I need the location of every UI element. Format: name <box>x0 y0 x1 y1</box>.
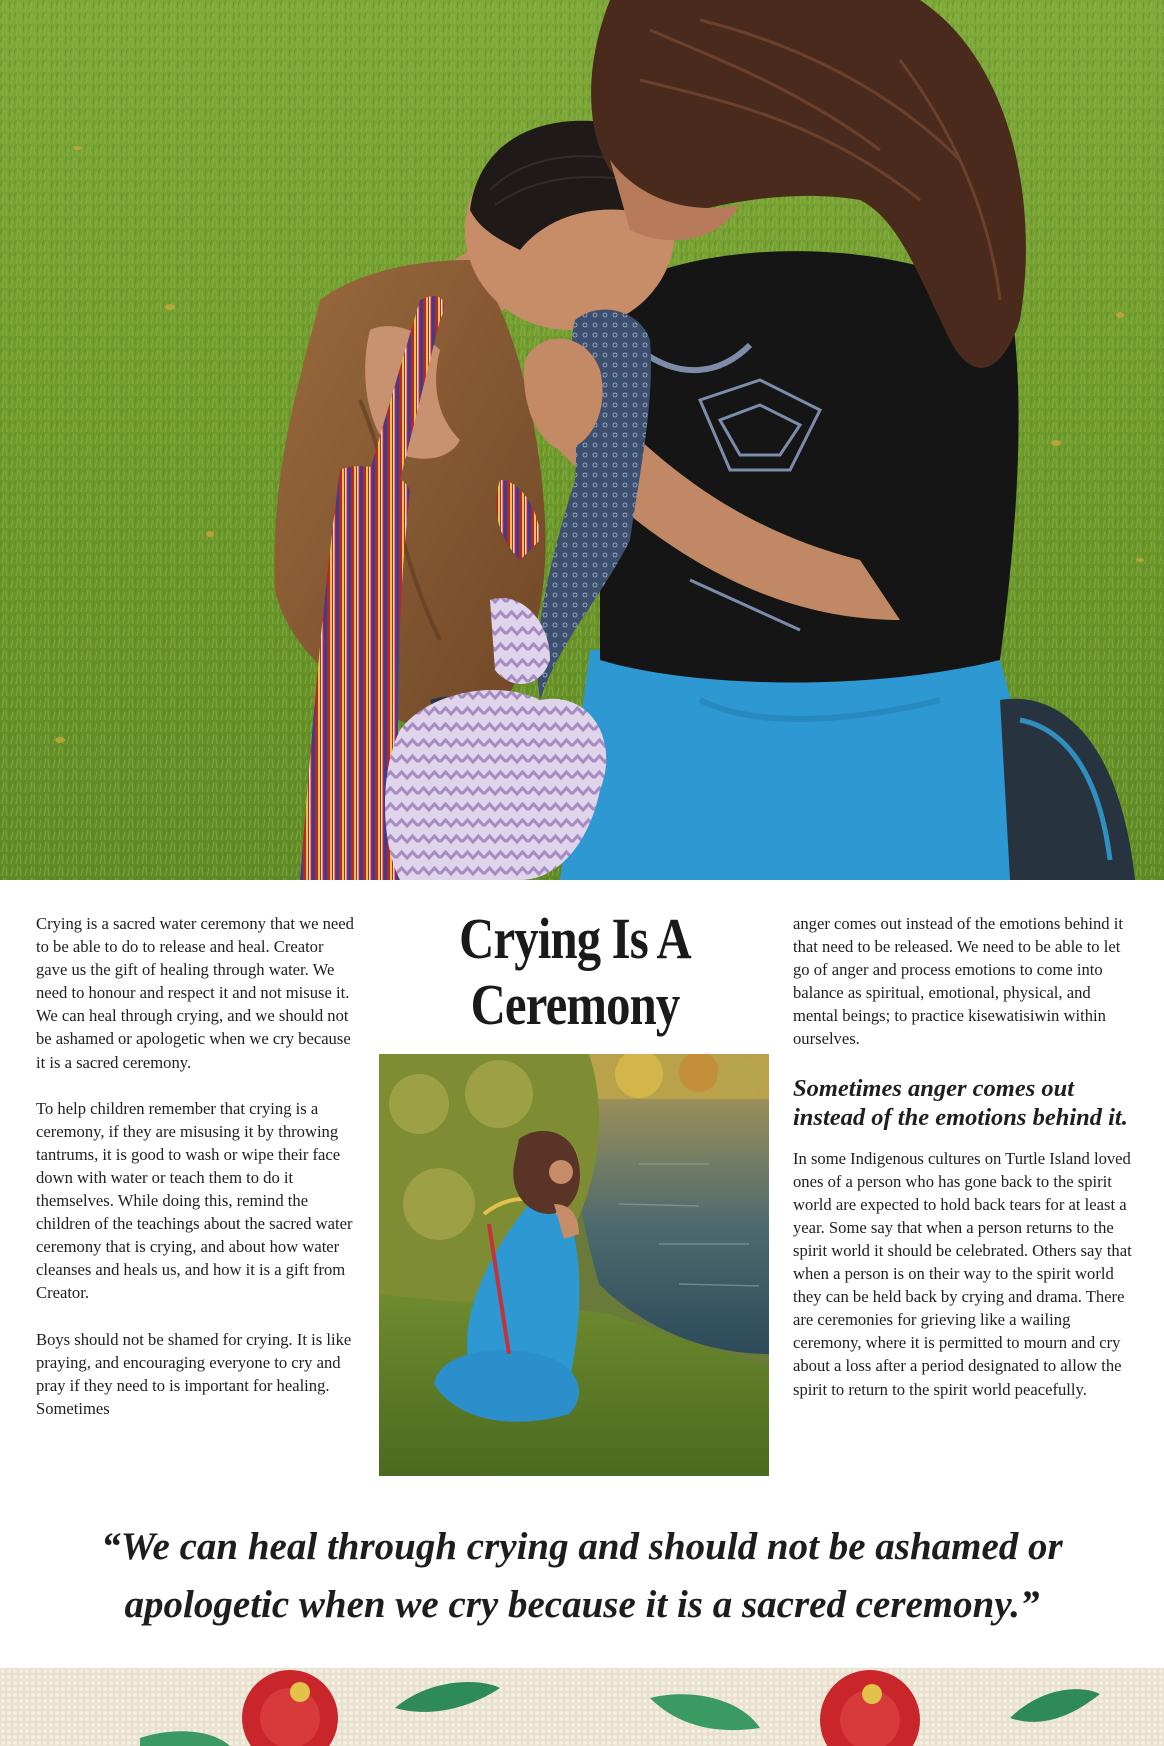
body-paragraph: Boys should not be shamed for crying. It is like praying, and encouraging everyone to cry and pray if they need to is important for healing. Sometimes <box>36 1329 352 1418</box>
beadwork-border <box>0 1668 1164 1746</box>
body-paragraph: In some Indigenous cultures on Turtle Island loved ones of a person who has gone back to the spirit world are expected to hold back tears for at least a year. Some say that when a person returns to the spirit world it should be celebrated. Others say that when a person is on their way to the spirit world they can be held back by crying and drama. There are ceremonies for grieving like a wailing ceremony, where it is permitted to mourn and cry about a loss after a period designated to allow the spirit to return to the spirit world peacefully. <box>793 1148 1132 1399</box>
closing-quote: “We can heal through crying and should not be ashamed or apologetic when we cry because it is a sacred ceremony.” <box>101 1525 1063 1626</box>
river-photo <box>379 1054 769 1476</box>
right-column <box>793 912 1133 1424</box>
body-paragraph: To help children remember that crying is a ceremony, if they are misusing it by throwing tantrums, it is good to wash or wipe their face down with water or teach them to do it themselves. While doing this, remind the children of the teachings about the sacred water ceremony that is crying, and about how water cleanses and heals us, and how it is a gift from Creator. <box>36 1098 353 1303</box>
body-paragraph: anger comes out instead of the emotions behind it that need to be released. We need to be able to let go of anger and process emotions to come into balance as spiritual, emotional, physical, and mental beings; to practice kisewatisiwin within ourselves. <box>793 914 1123 1049</box>
page-title: Crying Is A Ceremony <box>459 906 691 1037</box>
body-paragraph: Crying is a sacred water ceremony that we need to be able to do to release and heal. Creator gave us the gift of healing through water. We need to honour and respect it and not misuse it. We can heal through crying, and we should not be ashamed or apologetic when we cry because it is a sacred ceremony. <box>36 914 354 1072</box>
left-column <box>36 912 354 1443</box>
pull-quote: Sometimes anger comes out instead of the emotions behind it. <box>793 1074 1128 1132</box>
